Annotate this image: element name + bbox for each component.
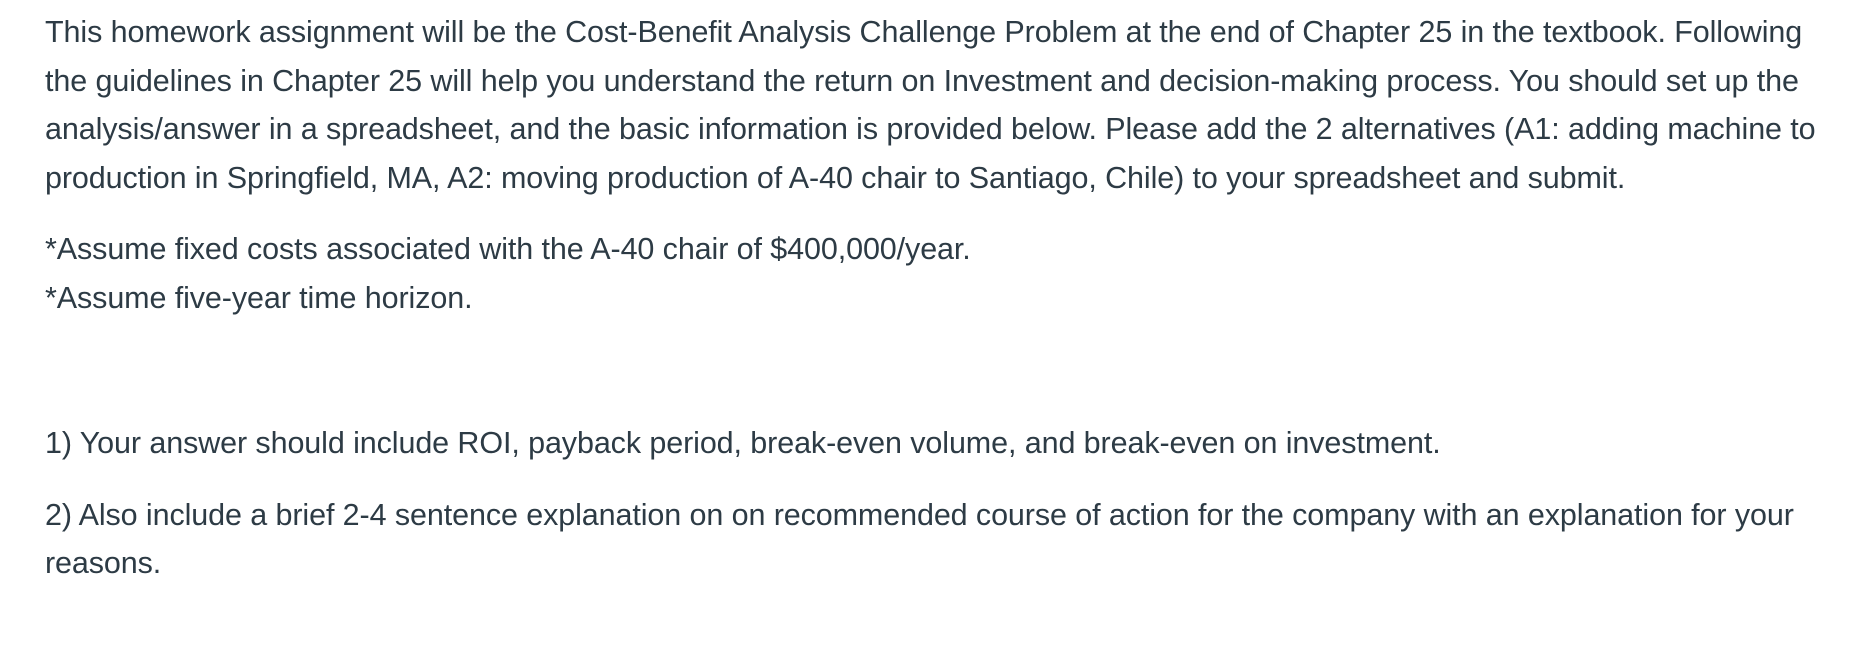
question-1: 1) Your answer should include ROI, payback period, break-even volume, and break-even on investment. <box>45 426 1441 460</box>
assumption-time-horizon: *Assume five-year time horizon. <box>45 280 473 315</box>
intro-paragraph: This homework assignment will be the Cost-Benefit Analysis Challenge Problem at the end of Chapter 25 in the textbook. Following the guidelines in Chapter 25 will help you understand the return on Investment and decision-making process. You should set up the analysis/answer in a spreadsheet, and the basic information is provided below. Please add the 2 alternatives (A1: adding machine to production in Springfield, MA, A2: moving production of A-40 chair to Santiago, Chile) to your spreadsheet and submit. <box>45 15 1816 195</box>
question-2: 2) Also include a brief 2-4 sentence explanation on on recommended course of action for the company with an explanation for your reasons. <box>45 497 1794 580</box>
assignment-body <box>45 8 1835 588</box>
blank-space <box>45 322 1835 419</box>
assumptions-block <box>45 225 1835 322</box>
assumption-fixed-costs: *Assume fixed costs associated with the A-40 chair of $400,000/year. <box>45 232 971 266</box>
